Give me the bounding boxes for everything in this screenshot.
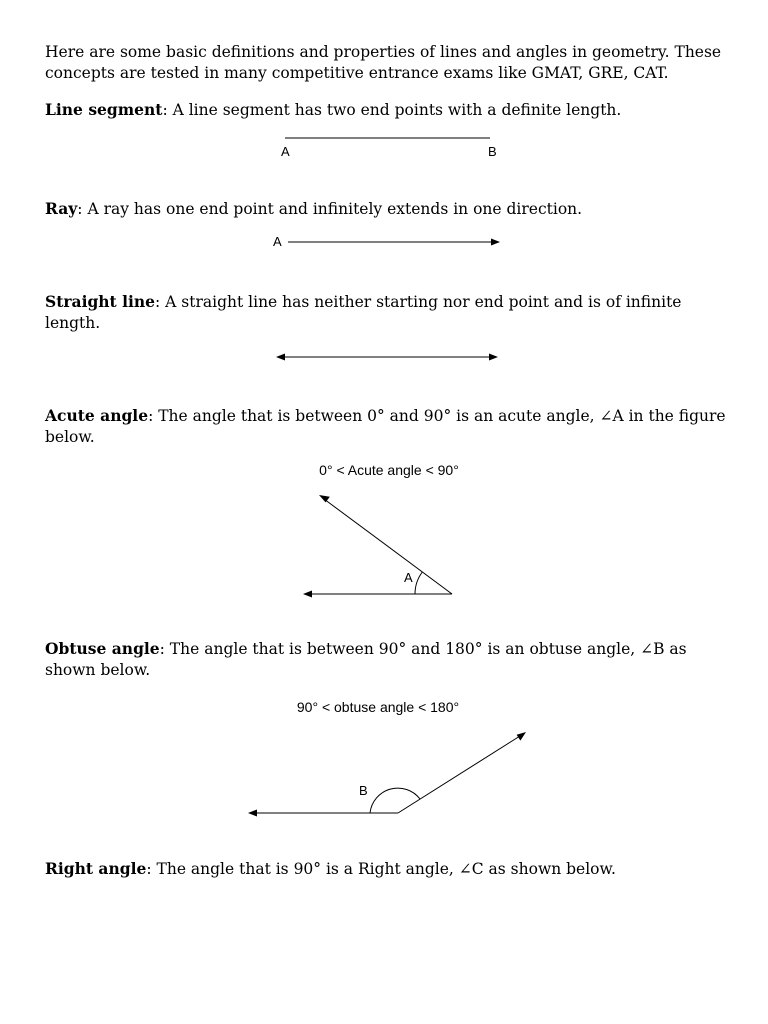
obtuse-angle-base-arrowhead bbox=[248, 810, 257, 817]
right-angle-term: Right angle bbox=[45, 859, 147, 878]
obtuse-angle-term: Obtuse angle bbox=[45, 639, 160, 658]
ray-definition bbox=[45, 198, 735, 220]
straight-line-text: : A straight line has neither starting nor end point and is of infinite length. bbox=[45, 293, 682, 332]
acute-angle-definition bbox=[45, 405, 735, 448]
obtuse-angle-slanted-arrowhead bbox=[517, 732, 526, 741]
acute-angle-figure bbox=[290, 455, 490, 605]
obtuse-angle-definition bbox=[45, 638, 735, 681]
line-segment-figure bbox=[270, 130, 510, 162]
line-segment-term: Line segment bbox=[45, 100, 163, 119]
right-angle-definition bbox=[45, 858, 735, 880]
obtuse-angle-figure bbox=[240, 692, 540, 824]
straight-line-figure bbox=[270, 346, 506, 368]
acute-angle-term: Acute angle bbox=[45, 406, 149, 425]
ray-figure bbox=[268, 230, 508, 254]
straight-line-right-arrowhead bbox=[489, 354, 498, 361]
ray-text: : A ray has one end point and infinitely extends in one direction. bbox=[77, 200, 583, 218]
straight-line-term: Straight line bbox=[45, 292, 156, 311]
ray-label-a: A bbox=[273, 234, 282, 249]
line-segment-definition bbox=[45, 99, 735, 121]
obtuse-angle-arc bbox=[370, 788, 420, 813]
acute-angle-base-arrowhead bbox=[303, 591, 312, 598]
ray-term: Ray bbox=[45, 199, 78, 218]
obtuse-angle-slanted-arm bbox=[398, 736, 520, 813]
acute-angle-slanted-arrowhead bbox=[319, 495, 330, 502]
line-segment-label-b: B bbox=[488, 144, 497, 159]
line-segment-label-a: A bbox=[281, 144, 290, 159]
obtuse-angle-label: B bbox=[359, 783, 368, 798]
straight-line-definition bbox=[45, 291, 735, 334]
right-angle-text: : The angle that is 90° is a Right angle, ∠C as shown below. bbox=[146, 860, 616, 878]
obtuse-angle-caption: 90° < obtuse angle < 180° bbox=[296, 699, 460, 715]
acute-angle-arc bbox=[415, 572, 422, 594]
acute-angle-text: : The angle that is between 0° and 90° is an acute angle, ∠A in the figure below. bbox=[45, 407, 726, 446]
acute-angle-label: A bbox=[404, 570, 413, 585]
obtuse-angle-text: : The angle that is between 90° and 180° is an obtuse angle, ∠B as shown below. bbox=[45, 640, 687, 679]
ray-arrowhead bbox=[491, 239, 500, 246]
acute-angle-slanted-arm bbox=[324, 499, 452, 594]
acute-angle-caption: 0° < Acute angle < 90° bbox=[319, 462, 459, 478]
intro-paragraph: Here are some basic definitions and properties of lines and angles in geometry. These concepts are tested in many competitive entrance exams like GMAT, GRE, CAT. bbox=[45, 43, 722, 82]
straight-line-left-arrowhead bbox=[276, 354, 285, 361]
line-segment-text: : A line segment has two end points with a definite length. bbox=[162, 101, 622, 119]
